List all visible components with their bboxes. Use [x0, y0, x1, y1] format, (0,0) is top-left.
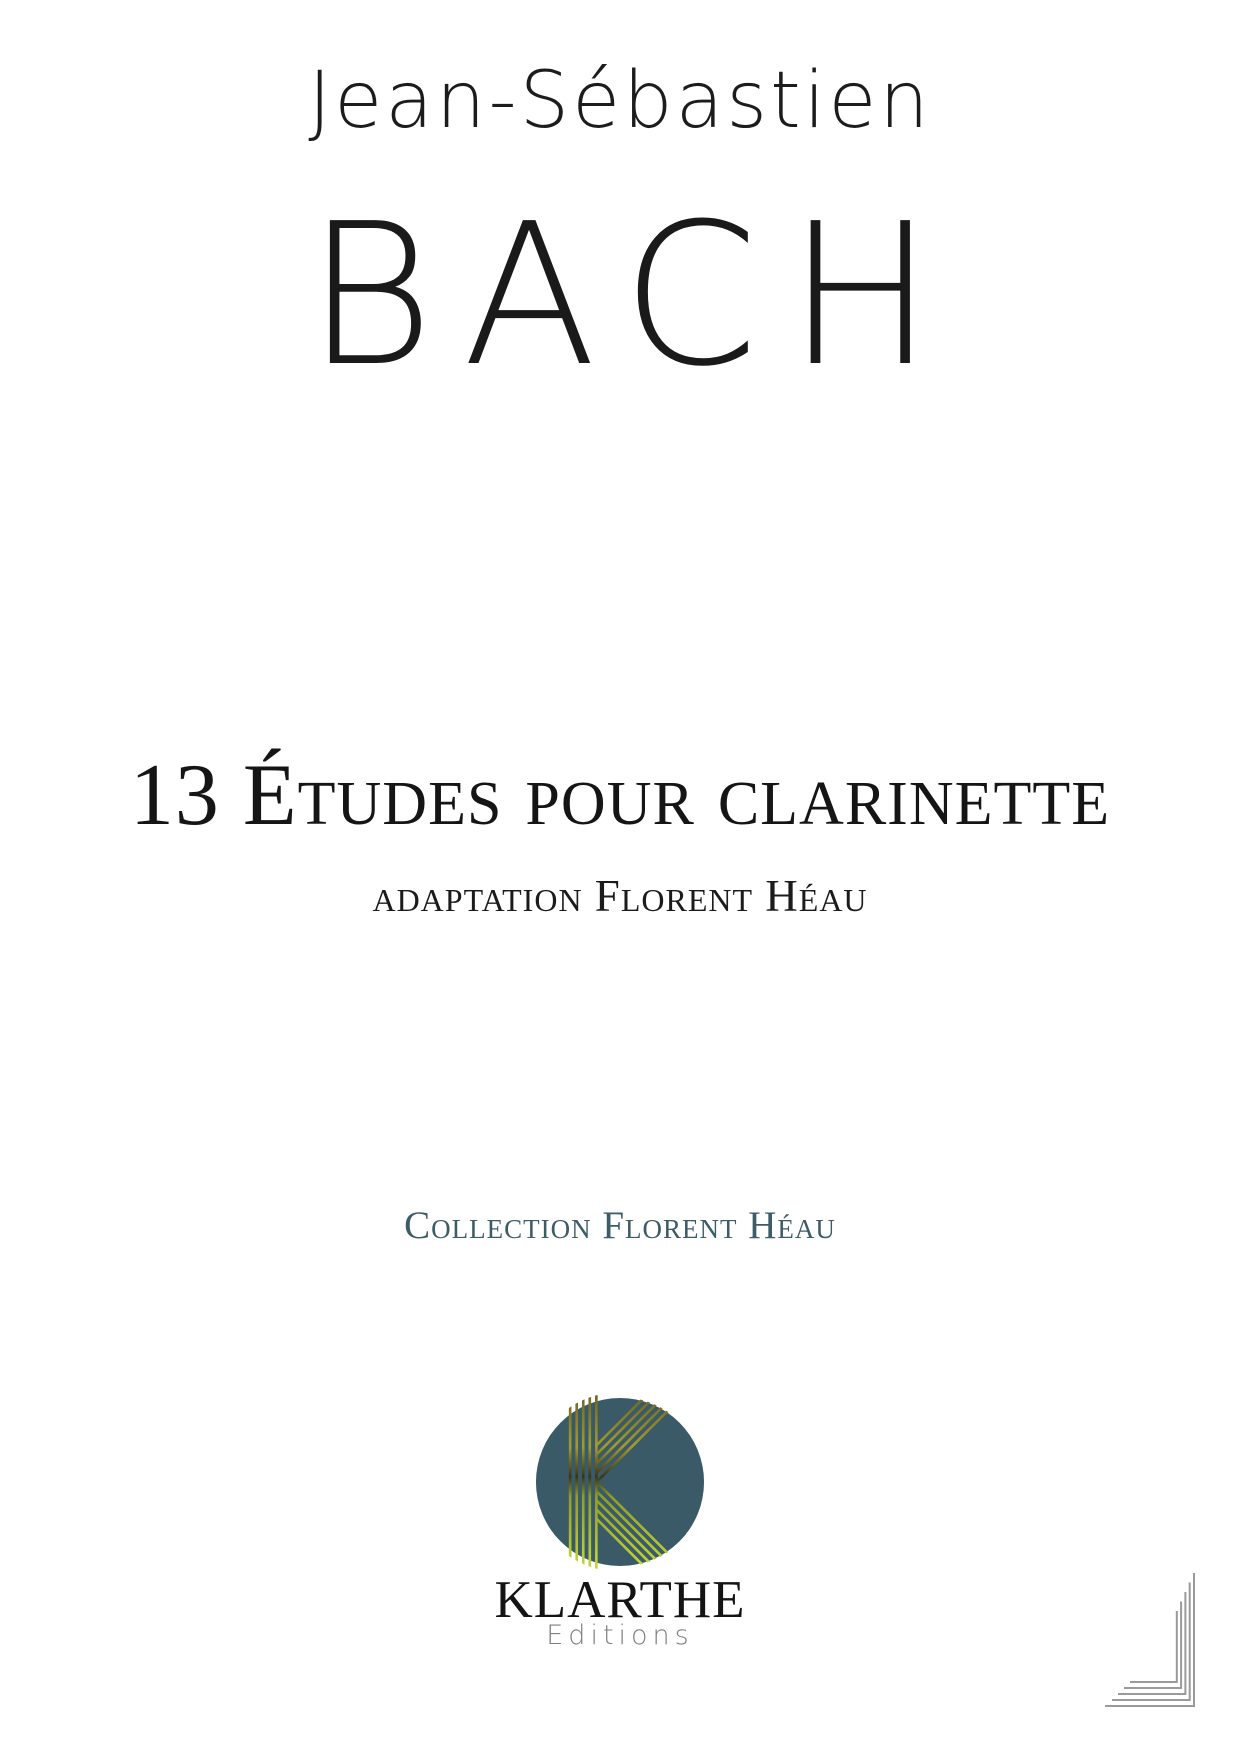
publisher-name: KLARTHE: [494, 1571, 746, 1629]
divider-lines-bottom: [35, 1135, 1205, 1175]
work-title: 13 Études pour clarinette: [129, 747, 1111, 844]
publisher-tagline: Editions: [546, 1620, 694, 1651]
klarthe-logo-icon: [534, 1394, 706, 1570]
divider-lines-top: [35, 538, 1205, 578]
composer-last-name: BACH: [305, 182, 963, 410]
composer-first-name: Jean-Sébastien: [308, 56, 932, 146]
collection-label: Collection Florent Héau: [404, 1204, 836, 1247]
corner-brackets-icon: [1095, 1563, 1210, 1715]
work-subtitle: adaptation Florent Héau: [372, 871, 868, 921]
